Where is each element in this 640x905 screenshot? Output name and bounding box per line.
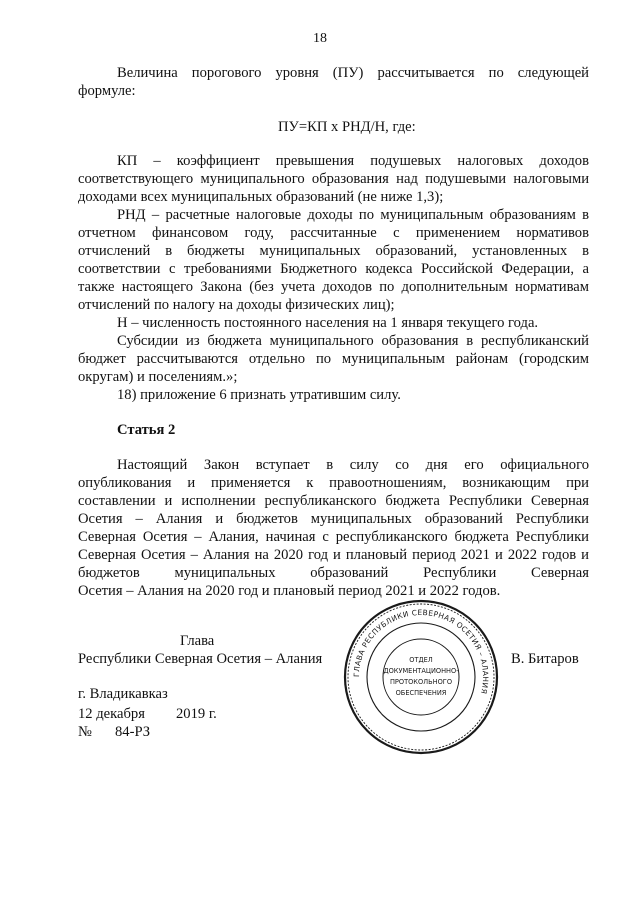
rnd-definition-line-5: также настоящего Закона (без учета доходов по дополнительным нормативам (78, 279, 589, 295)
article-2-line-2: опубликования и применяется к правоотношениям, возникающим при (78, 475, 589, 491)
article-2-line-3: составлении и исполнении республиканского бюджета Республики Северная (78, 493, 589, 509)
article-2-line-6: Северная Осетия – Алания на 2020 год и плановый период 2021 и 2022 годов и (78, 547, 589, 563)
article-2-heading: Статья 2 (117, 422, 176, 438)
number-sign: № (78, 724, 92, 740)
seal-center-line-2: ДОКУМЕНТАЦИОННО- (383, 667, 459, 675)
rnd-definition-line-6: отчислений по налогу на доходы физических лиц); (78, 297, 395, 313)
rnd-definition-line-1: РНД – расчетные налоговые доходы по муниципальным образованиям в (117, 207, 589, 223)
date-day-month: 12 декабря (78, 706, 145, 722)
article-2-line-5: Северная Осетия – Алания, начиная с республиканского бюджета Республики (78, 529, 589, 545)
law-number: 84-РЗ (115, 724, 151, 740)
signatory-title-line-1: Глава (180, 633, 215, 649)
rnd-definition-line-2: отчетном финансовом году, рассчитанные с применением нормативов (78, 225, 589, 241)
n-definition: Н – численность постоянного населения на 1 января текущего года. (117, 315, 539, 331)
official-seal-stamp (343, 599, 499, 755)
place: г. Владикавказ (78, 686, 168, 702)
kp-definition-line-1: КП – коэффициент превышения подушевых налоговых доходов (117, 153, 589, 169)
subsidy-line-3: округам) и поселениям.»; (78, 369, 238, 385)
item-18: 18) приложение 6 признать утратившим силу. (117, 387, 401, 403)
intro-line-2: формуле: (78, 83, 136, 99)
seal-ring-text: ГЛАВА РЕСПУБЛИКИ СЕВЕРНАЯ ОСЕТИЯ – АЛАНИЯ (351, 607, 491, 696)
seal-center-line-1: ОТДЕЛ (409, 656, 433, 664)
subsidy-line-1: Субсидии из бюджета муниципального образования в республиканский (117, 333, 589, 349)
seal-center-line-3: ПРОТОКОЛЬНОГО (389, 678, 453, 686)
kp-definition-line-3: доходами всех муниципальных образований (не ниже 1,3); (78, 189, 444, 205)
seal-center-line-4: ОБЕСПЕЧЕНИЯ (395, 689, 447, 697)
article-2-line-1: Настоящий Закон вступает в силу со дня его официального (117, 457, 589, 473)
article-2-line-8: Осетия – Алания на 2020 год и плановый период 2021 и 2022 годов. (78, 583, 501, 599)
subsidy-line-2: бюджет рассчитываются отдельно по муниципальным районам (городским (78, 351, 589, 367)
signatory-title-line-2: Республики Северная Осетия – Алания (78, 651, 323, 667)
date-year: 2019 г. (176, 706, 217, 722)
article-2-line-7: бюджетов муниципальных образований Республики Северная (78, 565, 589, 581)
article-2-line-4: Осетия – Алания и бюджетов муниципальных образований Республики (78, 511, 589, 527)
page-number: 18 (313, 31, 327, 46)
signatory-name: В. Битаров (511, 651, 579, 667)
intro-line-1: Величина порогового уровня (ПУ) рассчитывается по следующей (117, 65, 589, 81)
rnd-definition-line-3: отчислений в бюджеты муниципальных образований, установленных в (78, 243, 589, 259)
kp-definition-line-2: соответствующего муниципального образования над подушевыми налоговыми (78, 171, 589, 187)
rnd-definition-line-4: соответствии с требованиями Бюджетного кодекса Российской Федерации, а (78, 261, 589, 277)
formula: ПУ=КП х РНД/Н, где: (278, 119, 416, 135)
